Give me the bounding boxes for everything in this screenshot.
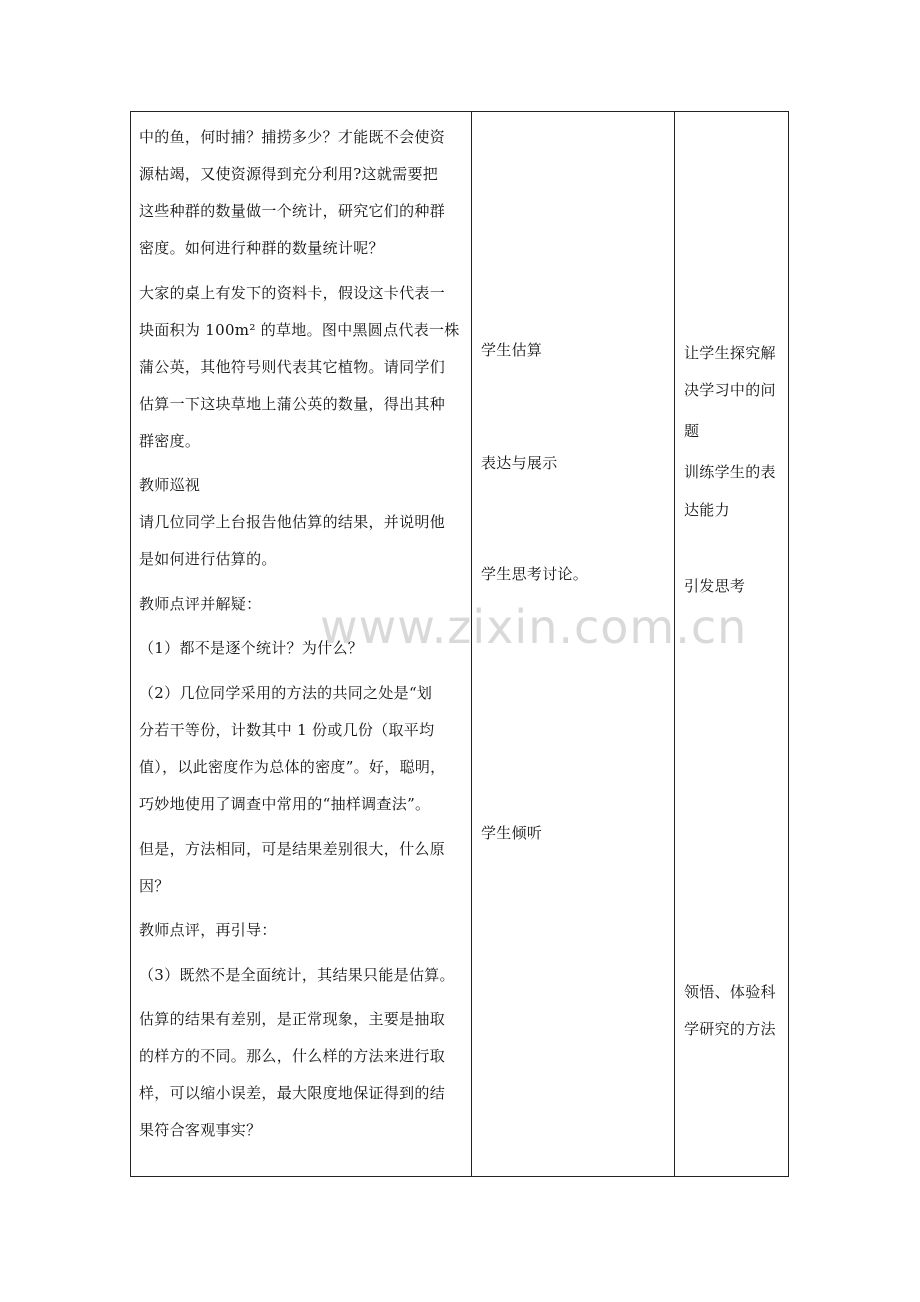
student-activity-text: 表达与展示 <box>481 454 558 472</box>
intent-text-line: 引发思考 <box>684 577 746 595</box>
teacher-text-line: 样，可以缩小误差，最大限度地保证得到的结 <box>139 1084 446 1102</box>
teacher-text-line: （2）几位同学采用的方法的共同之处是“划 <box>139 684 433 702</box>
teacher-text-line: 的样方的不同。那么，什么样的方法来进行取 <box>139 1047 446 1065</box>
teacher-text-line: 分若干等份，计数其中 1 份或几份（取平均 <box>139 721 435 739</box>
teacher-text-line: 值），以此密度作为总体的密度”。好，聪明， <box>139 758 446 776</box>
intent-text-line: 训练学生的表 <box>684 463 776 481</box>
teacher-text-line: 中的鱼，何时捕？捕捞多少？才能既不会使资 <box>139 128 446 146</box>
watermark: www.zixin.com.cn <box>320 600 748 654</box>
teacher-text-line: 巧妙地使用了调查中常用的“抽样调查法”。 <box>139 795 431 813</box>
teacher-text-line: 密度。如何进行种群的数量统计呢？ <box>139 239 384 257</box>
teacher-text-line: 是如何进行估算的。 <box>139 550 277 568</box>
teacher-text-line: 教师点评，再引导： <box>139 921 277 939</box>
intent-text-line: 决学习中的问 <box>684 381 776 399</box>
teacher-text-line: 但是，方法相同，可是结果差别很大，什么原 <box>139 840 446 858</box>
student-activity-text: 学生估算 <box>481 341 543 359</box>
intent-text-line: 让学生探究解 <box>684 344 776 362</box>
teacher-text-line: 果符合客观事实？ <box>139 1121 262 1139</box>
teacher-text-line: 因？ <box>139 877 170 895</box>
intent-text-line: 学研究的方法 <box>684 1020 776 1038</box>
teacher-text-line: 教师巡视 <box>139 476 201 494</box>
teacher-text-line: 请几位同学上台报告他估算的结果，并说明他 <box>139 513 446 531</box>
teacher-text-line: （1）都不是逐个统计？为什么？ <box>139 639 364 657</box>
teacher-text-line: 源枯竭，又使资源得到充分利用?这就需要把 <box>139 165 439 183</box>
teacher-text-line: 这些种群的数量做一个统计，研究它们的种群 <box>139 202 446 220</box>
teacher-text-line: 教师点评并解疑： <box>139 595 262 613</box>
teacher-text-line: 估算的结果有差别，是正常现象，主要是抽取 <box>139 1010 446 1028</box>
intent-text-line: 题 <box>684 422 700 440</box>
teacher-text-line: 蒲公英，其他符号则代表其它植物。请同学们 <box>139 358 446 376</box>
student-activity-text: 学生思考讨论。 <box>481 565 589 583</box>
teacher-text-line: 估算一下这块草地上蒲公英的数量，得出其种 <box>139 395 446 413</box>
student-activity-text: 学生倾听 <box>481 824 543 842</box>
intent-text-line: 领悟、体验科 <box>684 983 776 1001</box>
teacher-text-line: 大家的桌上有发下的资料卡，假设这卡代表一 <box>139 284 446 302</box>
teacher-text-line: 块面积为 100m² 的草地。图中黑圆点代表一株 <box>139 321 460 339</box>
intent-text-line: 达能力 <box>684 501 730 519</box>
teacher-text-line: （3）既然不是全面统计，其结果只能是估算。 <box>139 966 455 984</box>
teacher-text-line: 群密度。 <box>139 432 201 450</box>
